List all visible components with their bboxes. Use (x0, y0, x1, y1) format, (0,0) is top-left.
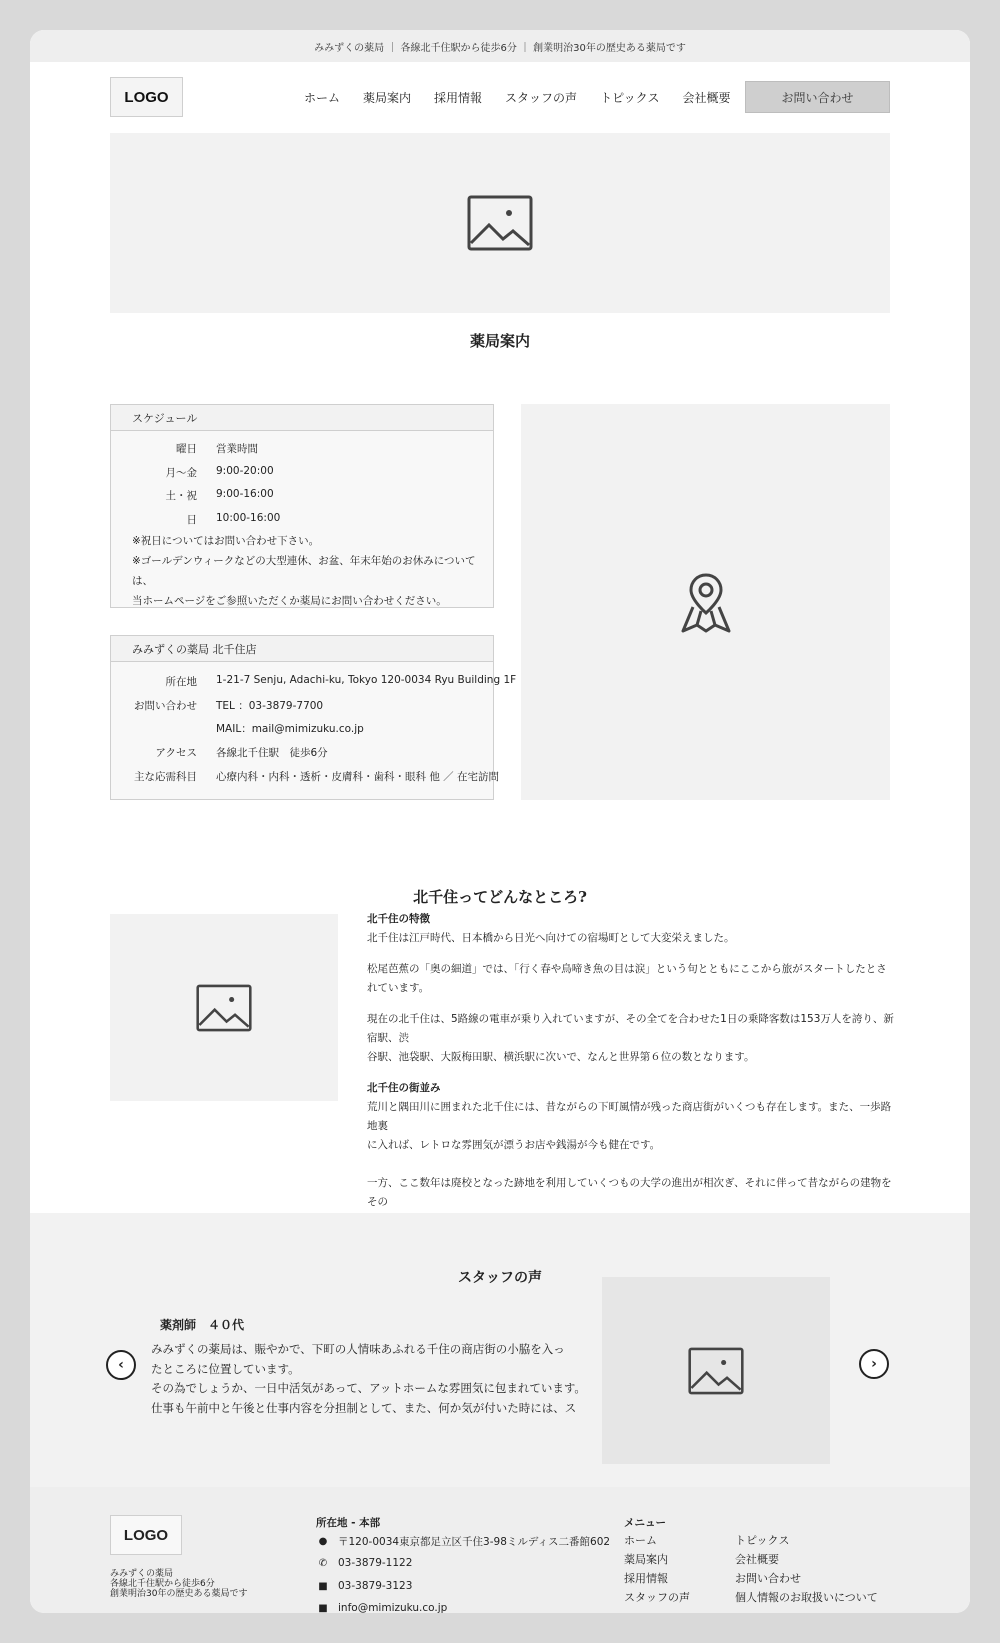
schedule-day: 土・祝 (165, 490, 197, 502)
chevron-right-icon: › (871, 1356, 877, 1372)
staff-comment-line: その為でしょうか、一日中活気があって、アットホームな雰囲気に包まれています。 (151, 1381, 586, 1395)
schedule-col-day: 曜日 (176, 443, 197, 455)
area-paragraph: に入れば、レトロな雰囲気が漂うお店や銭湯が今も健在です。 (367, 1139, 661, 1151)
map-placeholder[interactable] (521, 404, 890, 800)
schedule-hours: 9:00-16:00 (216, 488, 274, 500)
area-paragraph: 北千住は江戸時代、日本橋から日光へ向けての宿場町として大変栄えました。 (367, 932, 735, 944)
area-paragraph: 松尾芭蕉の「奥の細道」では、「行く春や鳥啼き魚の目は涙」という句とともにここから旅がスタートしたとされています。 (367, 963, 887, 994)
page-frame (30, 30, 970, 1613)
footer-menu-title: メニュー (624, 1517, 666, 1529)
schedule-heading: スケジュール (111, 405, 493, 431)
footer-tel-text[interactable]: 03-3879-1122 (338, 1557, 413, 1569)
schedule-col-hours: 営業時間 (216, 443, 258, 455)
area-image-placeholder (110, 914, 338, 1101)
area-subheading: 北千住の街並み (367, 1082, 441, 1094)
footer-logo[interactable]: LOGO (110, 1515, 182, 1555)
footer-menu-left (624, 1531, 690, 1607)
image-icon (688, 1347, 744, 1395)
staff-comment (151, 1340, 586, 1418)
staff-comment-line: たところに位置しています。 (151, 1361, 300, 1376)
nav-item-pharmacy[interactable]: 薬局案内 (363, 91, 412, 105)
schedule-note: 当ホームページをご参照いただくか薬局にお問い合わせください。 (132, 595, 447, 607)
area-subheading: 北千住の特徴 (367, 913, 430, 925)
schedule-note: ※祝日についてはお問い合わせ下さい。 (132, 535, 320, 547)
store-mail-link[interactable]: MAIL：mail@mimizuku.co.jp (216, 723, 364, 735)
carousel-prev-button[interactable] (106, 1350, 136, 1380)
store-info-value: TEL ：03-3879-7700 (216, 700, 324, 712)
contact-button[interactable]: お問い合わせ (745, 81, 890, 113)
area-paragraph: 谷駅、池袋駅、大阪梅田駅、横浜駅に次いで、なんと世界第６位の数となります。 (367, 1051, 755, 1063)
store-heading: みみずくの薬局 北千住店 (111, 636, 493, 662)
footer-link-topics[interactable]: トピックス (735, 1534, 790, 1547)
store-info-value: 心療内科・内科・透析・皮膚科・歯科・眼科 他 ／ 在宅訪問 (216, 771, 500, 783)
staff-comment-line: みみずくの薬局は、賑やかで、下町の人情味あふれる千住の商店街の小脇を入っ (151, 1342, 565, 1356)
footer-mail (316, 1602, 447, 1613)
footer-link-pharmacy[interactable]: 薬局案内 (624, 1553, 668, 1566)
footer-link-privacy[interactable]: 個人情報のお取扱いについて (735, 1591, 878, 1604)
image-icon (196, 984, 252, 1032)
footer-fax-text: 03-3879-3123 (338, 1580, 413, 1592)
pharmacy-section-title: 薬局案内 (469, 332, 530, 350)
footer-link-recruit[interactable]: 採用情報 (624, 1572, 668, 1585)
schedule-day: 月〜金 (165, 467, 197, 479)
footer-link-contact[interactable]: お問い合わせ (735, 1572, 801, 1585)
schedule-note: ※ゴールデンウィークなどの大型連休、お盆、年末年始のお休みについては、 (132, 555, 476, 587)
schedule-day: 日 (186, 514, 197, 526)
phone-icon: ✆ (318, 1557, 328, 1569)
footer-desc-line: みみずくの薬局 (110, 1569, 174, 1579)
footer-description (110, 1569, 247, 1599)
staff-section-title: スタッフの声 (458, 1270, 542, 1286)
staff-role: 薬剤師 ４０代 (160, 1318, 245, 1332)
store-info-key: 所在地 (165, 676, 197, 688)
fax-icon: ■ (318, 1580, 328, 1592)
carousel-next-button[interactable] (859, 1349, 889, 1379)
schedule-notes (132, 531, 493, 611)
area-paragraph: 一方、ここ数年は廃校となった跡地を利用していくつもの大学の進出が相次ぎ、それに伴って昔ながらの建物をその (367, 1177, 892, 1208)
nav-item-company[interactable]: 会社概要 (682, 91, 731, 105)
site-logo[interactable]: LOGO (110, 77, 183, 117)
chevron-left-icon: ‹ (118, 1357, 124, 1373)
main-nav (304, 89, 753, 106)
nav-item-topics[interactable]: トピックス (600, 91, 660, 105)
footer-menu-right (735, 1531, 878, 1607)
image-icon (467, 195, 533, 251)
store-info-value: 各線北千住駅 徒歩6分 (216, 747, 328, 759)
footer-link-home[interactable]: ホーム (624, 1534, 657, 1547)
store-info-value: 1-21-7 Senju, Adachi-ku, Tokyo 120-0034 Ryu Building 1F (216, 674, 517, 686)
site-header (110, 77, 890, 117)
area-paragraph: 現在の北千住は、5路線の電車が乗り入れていますが、その全てを合わせた1日の乗降客数は153万人を誇り、新宿駅、渋 (367, 1013, 894, 1044)
store-info-key: アクセス (155, 747, 197, 759)
staff-image-placeholder (602, 1277, 830, 1464)
area-section-title: 北千住ってどんなところ? (413, 888, 587, 906)
nav-item-recruit[interactable]: 採用情報 (434, 91, 483, 105)
site-footer (30, 1487, 970, 1613)
map-pin-icon (673, 569, 739, 635)
staff-voice-section (30, 1213, 970, 1487)
footer-address-text: 〒120-0034東京都足立区千住3-98ミルディス二番館602 (338, 1536, 611, 1548)
nav-item-home[interactable]: ホーム (304, 91, 341, 105)
schedule-hours: 10:00-16:00 (216, 512, 281, 524)
location-icon: ● (318, 1536, 328, 1547)
footer-address (316, 1534, 610, 1549)
footer-mail-text[interactable]: info@mimizuku.co.jp (338, 1602, 448, 1613)
schedule-panel (110, 404, 494, 608)
staff-comment-line: 仕事も午前中と午後と仕事内容を分担制として、また、何か気が付いた時には、ス (151, 1400, 577, 1415)
area-paragraph: 荒川と隅田川に囲まれた北千住には、昔ながらの下町風情が残った商店街がいくつも存在します。また、一歩路地裏 (367, 1101, 892, 1132)
hero-image-placeholder (110, 133, 890, 313)
footer-desc-line: 創業明治30年の歴史ある薬局です (110, 1589, 248, 1599)
nav-item-staff[interactable]: スタッフの声 (505, 91, 578, 105)
footer-tel (316, 1557, 412, 1569)
mail-icon: ■ (318, 1602, 328, 1613)
top-info-text: みみずくの薬局 ｜ 各線北千住駅から徒歩6分 ｜ 創業明治30年の歴史ある薬局です (314, 42, 686, 54)
footer-link-staff[interactable]: スタッフの声 (624, 1591, 690, 1604)
schedule-hours: 9:00-20:00 (216, 465, 274, 477)
top-info-bar (30, 30, 970, 62)
footer-address-title: 所在地 - 本部 (316, 1517, 381, 1529)
store-info-key: お問い合わせ (134, 700, 197, 712)
footer-desc-line: 各線北千住駅から徒歩6分 (110, 1579, 215, 1589)
footer-link-company[interactable]: 会社概要 (735, 1553, 779, 1566)
store-info-key: 主な応需科目 (134, 771, 197, 783)
store-info-panel (110, 635, 517, 800)
footer-fax (316, 1580, 412, 1592)
